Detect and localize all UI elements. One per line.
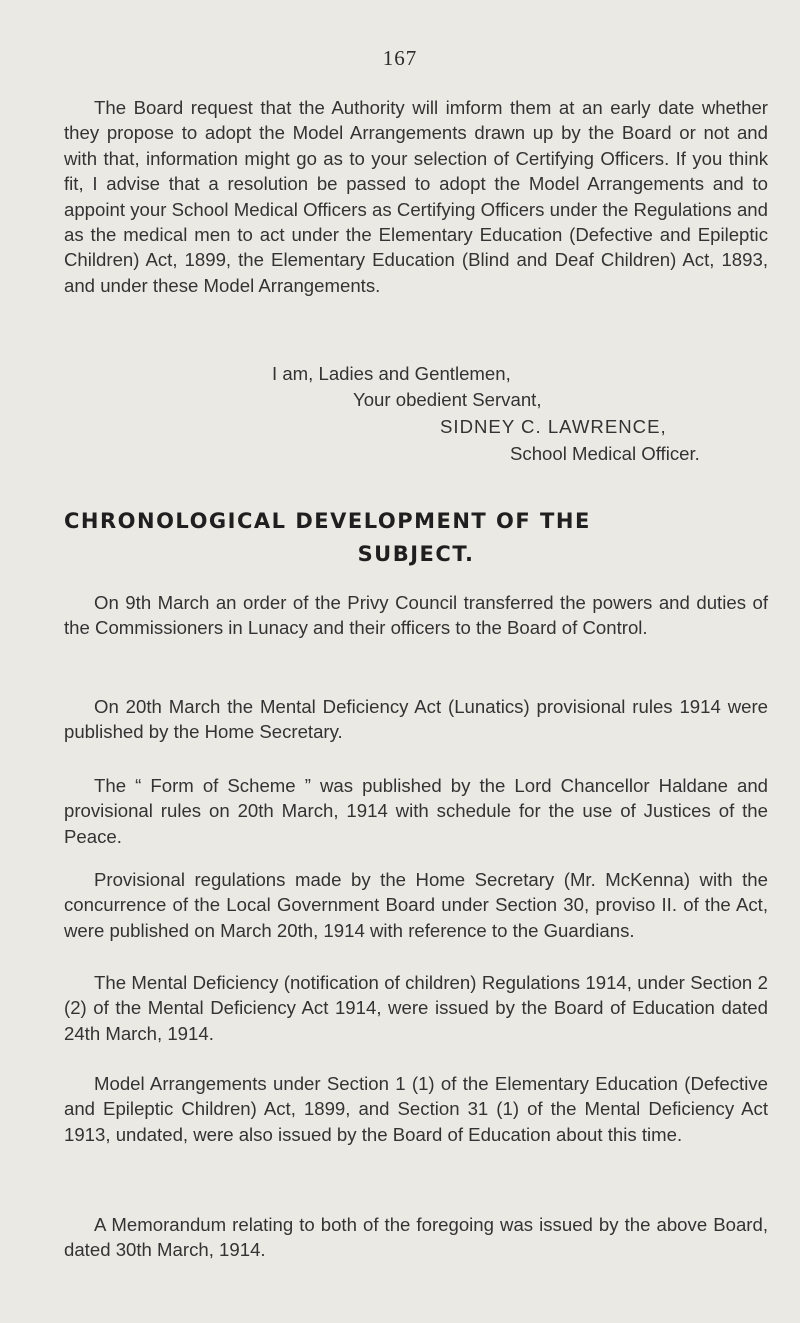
section-heading xyxy=(64,505,768,571)
page-number: 167 xyxy=(382,46,418,70)
paragraph-model-arrangements: Model Arrangements under Section 1 (1) of the Elementary Education (Defective and Epileptic Children) Act, 1899, and Section 31 (1) of the Mental Deficiency Act 1913, undated, were also issued by the Board of Education about this time. xyxy=(64,1073,768,1145)
section-heading-line2: SUBJECT. xyxy=(357,542,475,566)
paragraph-provisional-regulations: Provisional regulations made by the Home Secretary (Mr. McKenna) with the concurrence of the Local Government Board under Section 30, proviso II. of the Act, were published on March 20th, 1914 with reference to the Guardians. xyxy=(64,869,768,941)
intro-paragraph: The Board request that the Authority will imform them at an early date whether they propose to adopt the Model Arrangements drawn up by the Board or not and with that, information might go as to your selection of Certifying Officers. If you think fit, I advise that a resolution be passed to adopt the Model Arrangements and to appoint your School Medical Officers as Certifying Officers under the Regulations and as the medical men to act under the Elementary Education (Defective and Epileptic Children) Act, 1899, the Elementary Education (Blind and Deaf Children) Act, 1893, and under these Model Arrangements. xyxy=(64,97,768,296)
signature-closing: Your obedient Servant, xyxy=(353,389,542,410)
signature-name: SIDNEY C. LAWRENCE, xyxy=(440,416,667,437)
paragraph-form-of-scheme: The “ Form of Scheme ” was published by the Lord Chancellor Haldane and provisional rules on 20th March, 1914 with schedule for the use of Justices of the Peace. xyxy=(64,775,768,847)
paragraph-provisional-rules: On 20th March the Mental Deficiency Act (Lunatics) provisional rules 1914 were published by the Home Secretary. xyxy=(64,696,768,743)
signature-title: School Medical Officer. xyxy=(510,443,700,464)
paragraph-privy-council: On 9th March an order of the Privy Council transferred the powers and duties of the Commissioners in Lunacy and their officers to the Board of Control. xyxy=(64,592,768,639)
paragraph-memorandum: A Memorandum relating to both of the foregoing was issued by the above Board, dated 30th March, 1914. xyxy=(64,1214,768,1261)
paragraph-notification-regulations: The Mental Deficiency (notification of children) Regulations 1914, under Section 2 (2) of the Mental Deficiency Act 1914, were issued by the Board of Education dated 24th March, 1914. xyxy=(64,972,768,1044)
section-heading-line1: CHRONOLOGICAL DEVELOPMENT OF THE xyxy=(64,509,591,533)
signature-salutation: I am, Ladies and Gentlemen, xyxy=(272,363,511,384)
